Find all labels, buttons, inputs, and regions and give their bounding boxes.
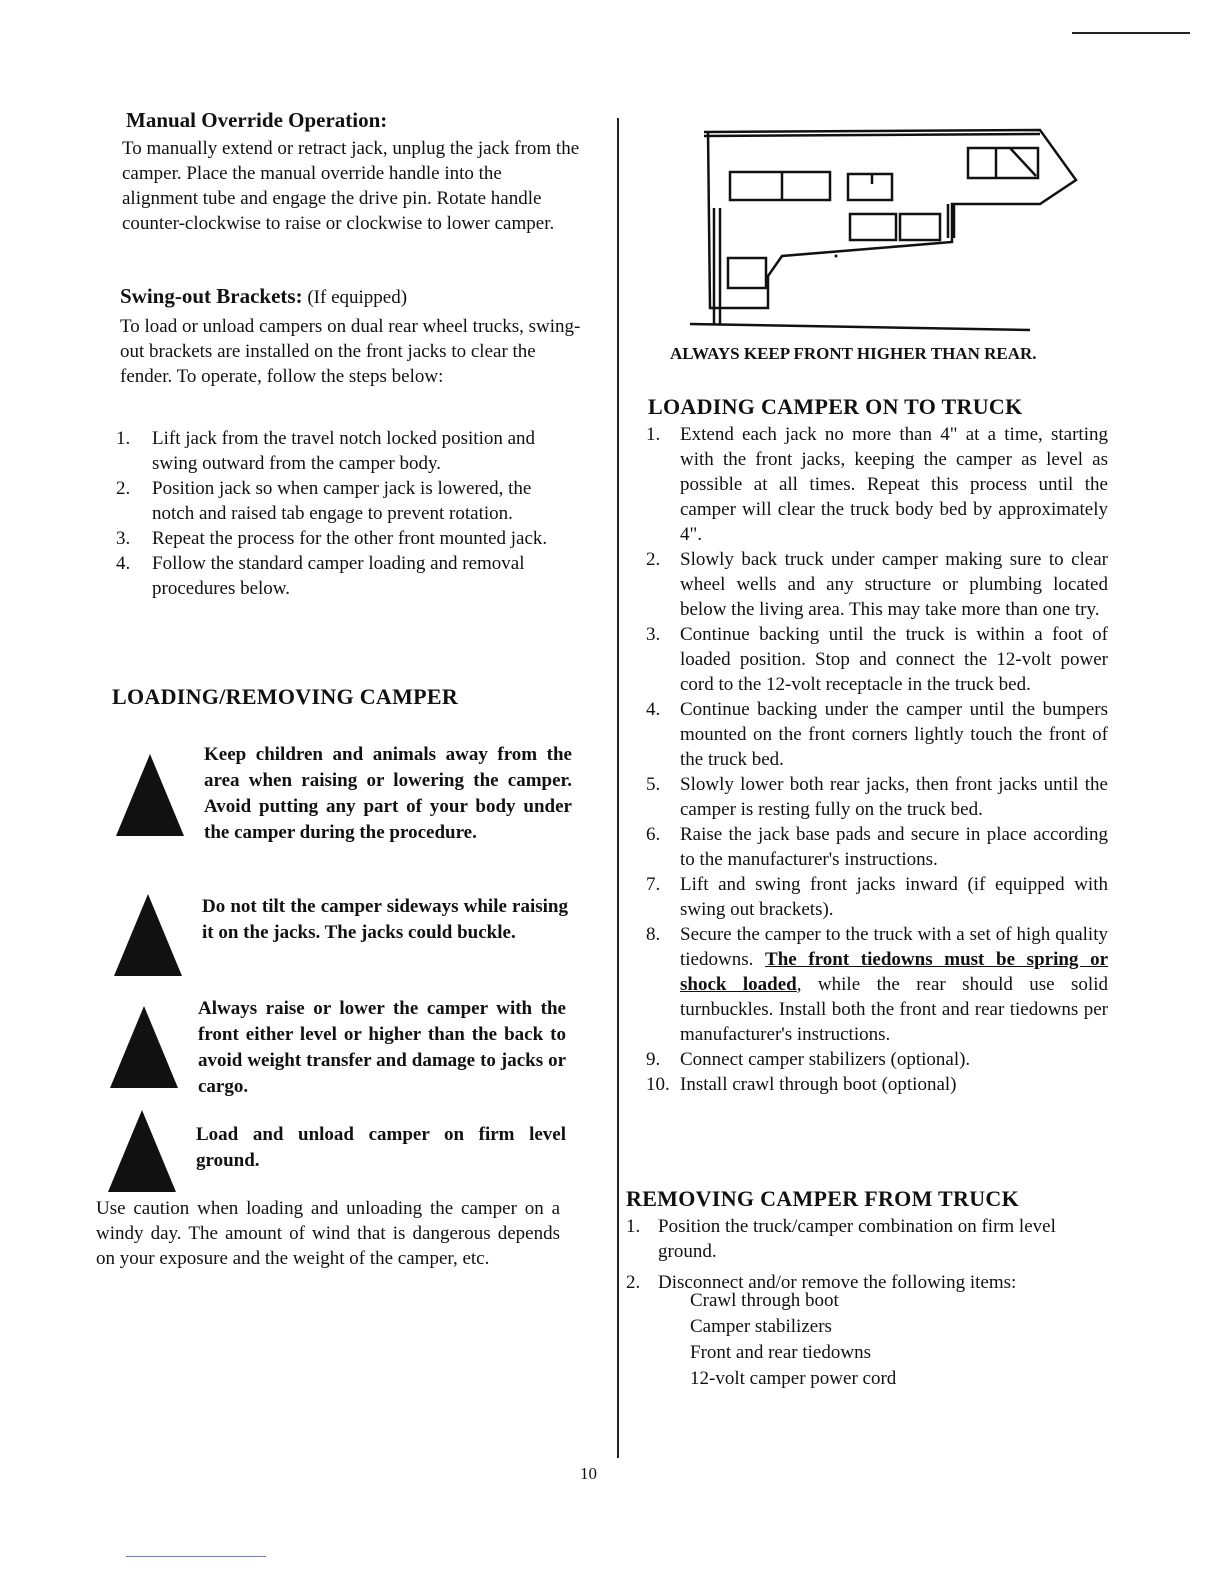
bottom-rule [126,1556,266,1557]
step-text: Position the truck/camper combination on firm level ground. [658,1216,1056,1262]
warning-icon [114,894,182,976]
warning-icon [116,754,184,836]
step-number: 5. [646,774,661,795]
loading-on-title: LOADING CAMPER ON TO TRUCK [648,394,1023,419]
step-number: 8. [646,924,661,945]
step-number: 4. [646,699,661,720]
list-item [116,551,568,601]
swing-out-title: Swing-out Brackets: [120,284,303,308]
emphasis-text: The front tiedowns must be spring or shock loaded [680,949,1108,995]
step-text: Continue backing until the truck is within a foot of loaded position. Stop and connect the 12-volt power cord to the 12-volt receptacle in the truck bed. [680,624,1108,695]
step-number: 2. [646,549,661,570]
step-text: Continue backing under the camper until the bumpers mounted on the front corners lightly touch the front of the truck bed. [680,699,1108,770]
step-text: Slowly lower both rear jacks, then front jacks until the camper is resting fully on the truck bed. [680,774,1108,820]
step-text: Disconnect and/or remove the following items: [658,1272,1017,1293]
step-text: Repeat the process for the other front mounted jack. [152,528,548,549]
list-item [646,772,1108,822]
warning-text: Do not tilt the camper sideways while raising it on the jacks. The jacks could buckle. [202,896,568,943]
list-item [646,697,1108,772]
step-number: 1. [626,1216,641,1237]
step-text-part: , while the rear should use solid turnbuckles. Install both the front and rear tiedowns per manufacturer's instructions. [680,974,1108,1045]
step-text: Raise the jack base pads and secure in place according to the manufacturer's instructions. [680,824,1108,870]
loading-on-steps [646,422,1108,1097]
step-text: Slowly back truck under camper making sure to clear wheel wells and any structure or plumbing located below the living area. This may take more than one try. [680,549,1108,620]
step-number: 6. [646,824,661,845]
step-number: 1. [646,424,661,445]
caution-text: Use caution when loading and unloading the camper on a windy day. The amount of wind that is dangerous depends on your exposure and the weight of the camper, etc. [96,1198,560,1269]
column-divider [617,118,619,1458]
step-text: Position jack so when camper jack is lowered, the notch and raised tab engage to prevent rotation. [152,478,532,524]
removing-steps [626,1214,1092,1295]
list-item [646,872,1108,922]
warning-text: Keep children and animals away from the area when raising or lowering the camper. Avoid putting any part of your body under the camper during the procedure. [204,744,572,843]
diagram-caption: ALWAYS KEEP FRONT HIGHER THAN REAR. [670,344,1037,363]
step-text: Lift and swing front jacks inward (if equipped with swing out brackets). [680,874,1108,920]
step-number: 9. [646,1049,661,1070]
step-number: 3. [116,528,131,549]
step-number: 2. [626,1272,641,1293]
step-number: 1. [116,428,131,449]
swing-out-steps [116,426,568,601]
step-text: Follow the standard camper loading and removal procedures below. [152,553,525,599]
step-number: 2. [116,478,131,499]
list-item [646,422,1108,547]
list-item [116,476,568,526]
top-rule [1072,32,1190,34]
manual-override-body: To manually extend or retract jack, unplug the jack from the camper. Place the manual override handle into the alignment tube and engage the drive pin. Rotate handle counter-clockwise to raise or clockwise to lower camper. [122,138,580,234]
step-text: Extend each jack no more than 4" at a time, starting with the front jacks, keeping the camper as level as possible at all times. Repeat this process until the camper will clear the truck body bed by approximately 4". [680,424,1108,545]
list-item: Crawl through boot [690,1290,839,1311]
removal-items [690,1288,896,1392]
list-item [646,1072,1108,1097]
list-item: Camper stabilizers [690,1316,832,1337]
step-text: Install crawl through boot (optional) [680,1074,957,1095]
page-number: 10 [580,1464,597,1483]
list-item [646,547,1108,622]
list-item [646,922,1108,1047]
loading-removing-title: LOADING/REMOVING CAMPER [112,684,459,709]
warning-icon [108,1110,176,1192]
step-text [646,922,1108,1047]
list-item [116,426,568,476]
warning-text: Load and unload camper on firm level ground. [196,1124,566,1171]
list-item [646,822,1108,872]
swing-out-heading [120,284,407,309]
swing-out-title-note: (If equipped) [302,287,408,308]
list-item: 12-volt camper power cord [690,1368,897,1389]
warning-text: Always raise or lower the camper with the front either level or higher than the back to avoid weight transfer and damage to jacks or cargo. [198,998,566,1097]
list-item [646,1047,1108,1072]
list-item [626,1214,1092,1264]
step-number: 7. [646,874,661,895]
manual-override-title: Manual Override Operation: [126,108,388,132]
list-item [646,622,1108,697]
step-number: 3. [646,624,661,645]
warning-icon [110,1006,178,1088]
step-number: 4. [116,553,131,574]
removing-title: REMOVING CAMPER FROM TRUCK [626,1186,1019,1211]
step-text: Lift jack from the travel notch locked position and swing outward from the camper body. [152,428,536,474]
step-text: Connect camper stabilizers (optional). [680,1049,971,1070]
swing-out-body: To load or unload campers on dual rear wheel trucks, swing-out brackets are installed on the front jacks to clear the fender. To operate, follow the steps below: [120,316,581,387]
step-text-part: Secure the camper to the truck with a set of high quality tiedowns. [680,924,1108,970]
step-number: 10. [646,1074,670,1095]
list-item [116,526,568,551]
camper-diagram [690,118,1090,338]
list-item: Front and rear tiedowns [690,1342,871,1363]
